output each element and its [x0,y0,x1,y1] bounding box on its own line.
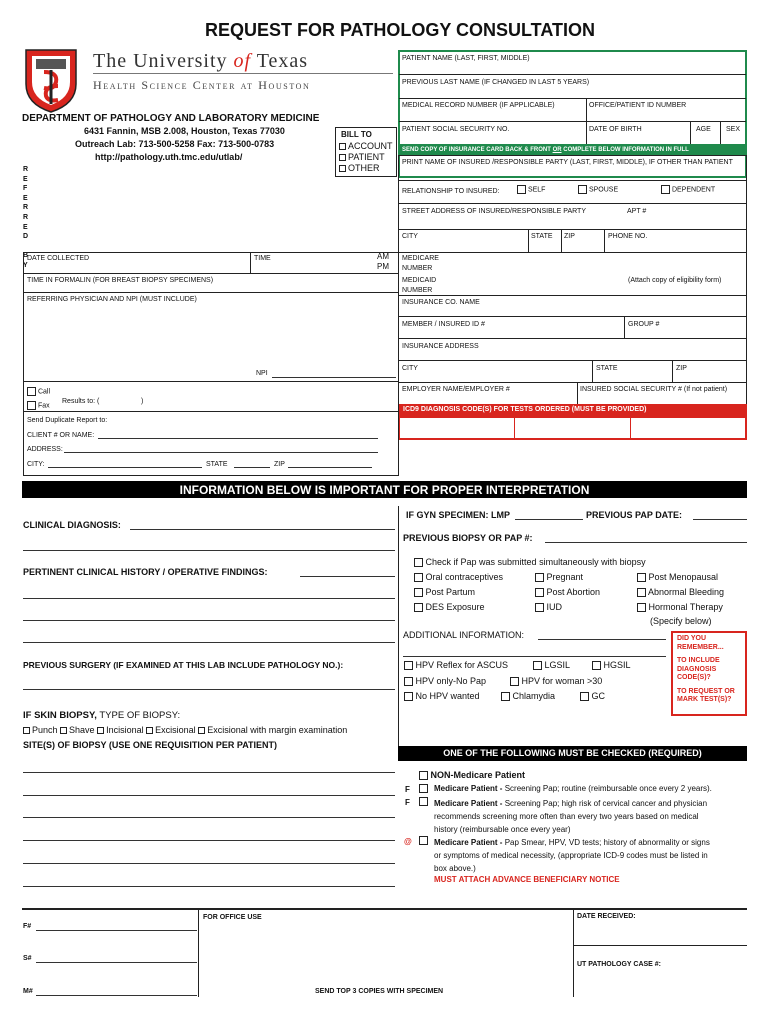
medicare-high-risk-checkbox[interactable] [419,797,428,806]
date-of-birth-field[interactable]: DATE OF BIRTH [589,126,642,133]
specify-below-note: (Specify below) [650,616,712,626]
patient-ssn-field[interactable]: PATIENT SOCIAL SECURITY NO. [402,126,510,133]
bill-to-other[interactable]: OTHER [339,164,380,173]
gc-checkbox[interactable]: GC [580,691,605,701]
abn-notice: MUST ATTACH ADVANCE BENEFICIARY NOTICE [434,875,620,884]
insured-state-field[interactable]: STATE [531,233,553,240]
bill-to-account[interactable]: ACCOUNT [339,142,393,151]
f-marker-1: F [405,785,410,794]
icd9-code-boxes[interactable] [398,416,747,440]
sex-field[interactable]: SEX [726,126,741,133]
insurance-address-field[interactable]: INSURANCE ADDRESS [402,343,479,350]
duplicate-address-field[interactable]: ADDRESS: [27,446,63,453]
time-collected-field[interactable]: TIME [254,255,271,262]
skin-biopsy-label: IF SKIN BIOPSY, TYPE OF BIOPSY: [23,710,181,721]
iud-checkbox[interactable]: IUD [535,602,562,612]
department-url[interactable]: http://pathology.uth.tmc.edu/utlab/ [95,152,243,162]
insurance-state-field[interactable]: STATE [596,365,618,372]
insurance-city-field[interactable]: CITY [402,365,418,372]
npi-label: NPI [256,370,268,377]
results-to-field[interactable]: Results to: ( [62,398,100,405]
previous-pap-date-field[interactable]: PREVIOUS PAP DATE: [586,510,683,520]
apt-field[interactable]: APT # [627,208,647,215]
for-office-use-label: FOR OFFICE USE [203,914,262,921]
skin-biopsy-type-options[interactable]: Punch Shave Incisional Excisional Excisional with margin examination [23,725,347,735]
at-marker: @ [404,837,412,846]
duplicate-report-label: Send Duplicate Report to: [27,417,108,424]
lgsil-checkbox[interactable]: LGSIL [533,660,570,670]
post-menopausal-checkbox[interactable]: Post Menopausal [637,572,718,582]
reminder-box: DID YOU REMEMBER... TO INCLUDE DIAGNOSIS CODE(S)? TO REQUEST OR MARK TEST(S)? [671,631,747,716]
am-pm-marker[interactable]: AM PM [377,252,389,271]
referred-by-vertical-label: R E F E R R E D B Y [23,166,29,269]
previous-biopsy-field[interactable]: PREVIOUS BIOPSY OR PAP #: [403,533,533,543]
relationship-spouse[interactable]: SPOUSE [578,185,618,194]
insurance-card-banner: SEND COPY OF INSURANCE CARD BACK & FRONT OR COMPLETE BELOW INFORMATION IN FULL [398,144,747,155]
clinical-history-field[interactable]: PERTINENT CLINICAL HISTORY / OPERATIVE FINDINGS: [23,567,268,577]
insurance-zip-field[interactable]: ZIP [676,365,687,372]
medical-record-number-field[interactable]: MEDICAL RECORD NUMBER (IF APPLICABLE) [402,102,555,109]
des-exposure-checkbox[interactable]: DES Exposure [414,602,485,612]
relationship-dependent[interactable]: DEPENDENT [661,185,715,194]
relationship-self[interactable]: SELF [517,185,545,194]
patient-name-field[interactable]: PATIENT NAME (LAST, FIRST, MIDDLE) [402,55,530,62]
member-id-field[interactable]: MEMBER / INSURED ID # [402,321,485,328]
bill-to-patient[interactable]: PATIENT [339,153,385,162]
age-field[interactable]: AGE [696,126,711,133]
date-received-field[interactable]: DATE RECEIVED: [577,913,636,920]
department-name: DEPARTMENT OF PATHOLOGY AND LABORATORY MEDICINE [22,113,320,124]
send-copies-note: SEND TOP 3 COPIES WITH SPECIMEN [315,988,444,995]
no-hpv-checkbox[interactable]: No HPV wanted [404,691,480,701]
non-medicare-checkbox[interactable]: NON-Medicare Patient [419,770,525,780]
university-subtitle: Health Science Center at Houston [93,78,311,92]
time-in-formalin-field[interactable]: TIME IN FORMALIN (FOR BREAST BIOPSY SPECIMENS) [27,277,214,284]
additional-information-field[interactable]: ADDITIONAL INFORMATION: [403,630,525,640]
hpv-woman-30-checkbox[interactable]: HPV for woman >30 [510,676,602,686]
relationship-label: RELATIONSHIP TO INSURED: [402,188,500,195]
post-partum-checkbox[interactable]: Post Partum [414,587,475,597]
client-name-field[interactable]: CLIENT # OR NAME: [27,432,95,439]
abnormal-bleeding-checkbox[interactable]: Abnormal Bleeding [637,587,724,597]
street-address-field[interactable]: STREET ADDRESS OF INSURED/RESPONSIBLE PARTY [402,208,586,215]
call-checkbox[interactable]: Call [27,387,50,396]
duplicate-zip-field[interactable]: ZIP [274,461,285,468]
eligibility-note: (Attach copy of eligibility form) [628,277,722,284]
phone-field[interactable]: PHONE NO. [608,233,648,240]
medicare-high-risk-text: Medicare Patient - Screening Pap; high risk of cervical cancer and physician recommends screening more often than every two years based on medical history (reimbursable once every year) [434,799,708,834]
page-title: REQUEST FOR PATHOLOGY CONSULTATION [205,20,595,40]
fax-checkbox[interactable]: Fax [27,401,50,410]
m-number-field[interactable]: M# [23,988,33,995]
hormonal-therapy-checkbox[interactable]: Hormonal Therapy [637,602,723,612]
medicare-routine-checkbox[interactable] [419,784,428,793]
insured-name-field[interactable]: PRINT NAME OF INSURED /RESPONSIBLE PARTY (LAST, FIRST, MIDDLE), IF OTHER THAN PATIENT [402,159,733,166]
bill-to-label: BILL TO [341,130,372,139]
medicare-number-label[interactable]: MEDICARE NUMBER [402,255,439,272]
medicaid-number-label[interactable]: MEDICAID NUMBER [402,277,437,294]
f-number-field[interactable]: F# [23,923,32,930]
employer-field[interactable]: EMPLOYER NAME/EMPLOYER # [402,386,510,393]
pap-simultaneous-checkbox[interactable]: Check if Pap was submitted simultaneously with biopsy [414,557,646,567]
post-abortion-checkbox[interactable]: Post Abortion [535,587,600,597]
medicare-routine-text: Medicare Patient - Screening Pap; routine (reimbursable once every 2 years). [434,784,712,793]
lmp-field[interactable]: IF GYN SPECIMEN: LMP [406,510,511,520]
ut-seal-logo [22,46,80,114]
icd9-banner: ICD9 DIAGNOSIS CODE(S) FOR TESTS ORDERED (MUST BE PROVIDED) [398,404,747,416]
interpretation-banner: INFORMATION BELOW IS IMPORTANT FOR PROPER INTERPRETATION [22,481,747,498]
insured-city-field[interactable]: CITY [402,233,418,240]
group-number-field[interactable]: GROUP # [628,321,660,328]
chlamydia-checkbox[interactable]: Chlamydia [501,691,555,701]
pregnant-checkbox[interactable]: Pregnant [535,572,583,582]
office-patient-id-field[interactable]: OFFICE/PATIENT ID NUMBER [589,102,687,109]
oral-contraceptives-checkbox[interactable]: Oral contraceptives [414,572,503,582]
duplicate-city-field[interactable]: CITY: [27,461,45,468]
date-collected-field[interactable]: DATE COLLECTED [27,255,90,262]
results-to-close: ) [141,398,144,405]
f-marker-2: F [405,798,410,807]
previous-last-name-field[interactable]: PREVIOUS LAST NAME (IF CHANGED IN LAST 5 YEARS) [402,79,590,86]
s-number-field[interactable]: S# [23,955,32,962]
insurance-company-field[interactable]: INSURANCE CO. NAME [402,299,480,306]
referring-physician-field[interactable]: REFERRING PHYSICIAN AND NPI (MUST INCLUDE) [27,296,197,303]
duplicate-state-field[interactable]: STATE [206,461,228,468]
biopsy-sites-field[interactable]: SITE(S) OF BIOPSY (USE ONE REQUISITION PER PATIENT) [23,740,278,750]
previous-surgery-field[interactable]: PREVIOUS SURGERY (IF EXAMINED AT THIS LAB INCLUDE PATHOLOGY NO.): [23,660,344,670]
insured-ssn-field[interactable]: INSURED SOCIAL SECURITY # (If not patient) [580,386,728,393]
clinical-diagnosis-field[interactable]: CLINICAL DIAGNOSIS: [23,520,121,530]
hgsil-checkbox[interactable]: HGSIL [592,660,631,670]
ut-pathology-case-field[interactable]: UT PATHOLOGY CASE #: [577,961,662,968]
university-name: The University of Texas [93,50,309,72]
hpv-only-checkbox[interactable]: HPV only-No Pap [404,676,486,686]
department-phones: Outreach Lab: 713-500-5258 Fax: 713-500-0783 [75,139,275,149]
insured-zip-field[interactable]: ZIP [564,233,575,240]
medicare-diagnostic-checkbox[interactable] [419,836,428,845]
medicare-diagnostic-text: Medicare Patient - Pap Smear, HPV, VD tests; history of abnormality or signs or symptoms of medical necessity, (appropriate ICD-9 codes must be listed in box above.) [434,838,710,873]
hpv-reflex-checkbox[interactable]: HPV Reflex for ASCUS [404,660,508,670]
department-address: 6431 Fannin, MSB 2.008, Houston, Texas 77030 [84,126,285,136]
medicare-required-banner: ONE OF THE FOLLOWING MUST BE CHECKED (REQUIRED) [398,746,747,761]
